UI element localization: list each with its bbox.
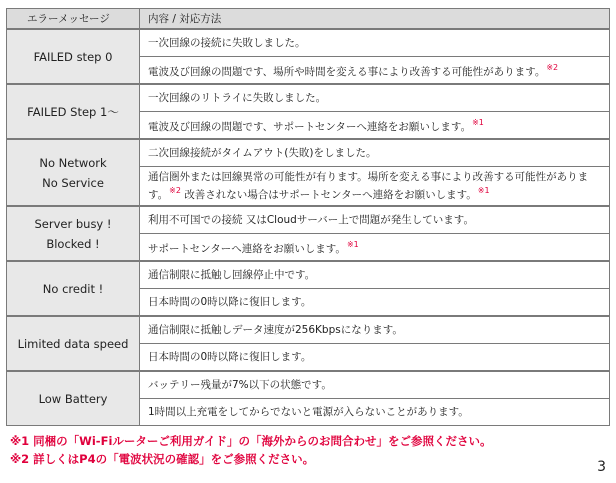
error-message-cell	[7, 316, 140, 371]
description-text: バッテリー残量が7%以下の状態です。	[148, 379, 332, 391]
description-cell	[140, 371, 610, 399]
table-row	[7, 139, 610, 167]
description-text: 通信圏外または回線異常の可能性が有ります。場所を変える事により改善する可能性があります。	[148, 171, 589, 201]
description-cell	[140, 261, 610, 289]
description-cell	[140, 289, 610, 317]
error-message-label: Limited data speed	[17, 336, 129, 351]
footnote-1: ※1 同梱の「Wi-Fiルーターご利用ガイド」の「海外からのお問合わせ」をご参照ください。	[10, 434, 492, 448]
description-text: 改善されない場合はサポートセンターへ連絡をお願いします。	[184, 189, 477, 201]
description-text: 日本時間の0時以降に復旧します。	[148, 296, 312, 308]
footnote-2: ※2 詳しくはP4の「電波状況の確認」をご参照ください。	[10, 452, 315, 466]
table-row	[7, 206, 610, 234]
description-text: 一次回線の接続に失敗しました。	[148, 37, 306, 49]
error-message-cell	[7, 29, 140, 84]
error-message-cell	[7, 84, 140, 139]
table-row	[7, 316, 610, 344]
description-text: 一次回線のリトライに失敗しました。	[148, 92, 327, 104]
footnote-marker: ※1	[472, 118, 484, 127]
description-text: 通信制限に抵触し回線停止中です。	[148, 269, 316, 281]
description-cell	[140, 344, 610, 372]
description-text: 電波及び回線の問題です、場所や時間を変える事により改善する可能性があります。	[148, 66, 546, 78]
error-message-table	[6, 8, 610, 426]
description-cell	[140, 206, 610, 234]
table-header-row	[7, 9, 610, 30]
error-message-cell	[7, 139, 140, 206]
error-message-label: No Network	[39, 155, 107, 170]
description-cell	[140, 399, 610, 426]
error-message-label: FAILED step 0	[33, 49, 113, 64]
footnote-marker: ※2	[169, 186, 181, 195]
footnote-marker: ※1	[477, 186, 490, 195]
error-message-cell	[7, 261, 140, 316]
error-message-label: Blocked !	[46, 236, 100, 251]
description-text: サポートセンターへ連絡をお願いします。	[148, 243, 346, 255]
footnotes	[10, 432, 492, 468]
footnote-marker: ※1	[346, 240, 359, 249]
table-row	[7, 261, 610, 289]
table-row	[7, 84, 610, 112]
error-message-label: FAILED Step 1～	[27, 104, 119, 119]
header-error-message: エラーメッセージ	[7, 9, 140, 30]
error-message-cell	[7, 206, 140, 261]
error-message-label: Low Battery	[38, 391, 108, 406]
description-cell	[140, 57, 610, 85]
description-cell	[140, 112, 610, 140]
page-number: 3	[597, 459, 606, 475]
error-message-label: No Service	[42, 175, 104, 190]
error-message-label: No credit !	[42, 281, 104, 296]
description-cell	[140, 139, 610, 167]
header-content: 内容 / 対応方法	[140, 9, 610, 30]
description-text: 1時間以上充電をしてからでないと電源が入らないことがあります。	[148, 406, 469, 418]
error-message-cell	[7, 371, 140, 426]
description-cell	[140, 234, 610, 262]
description-cell	[140, 29, 610, 57]
description-cell	[140, 167, 610, 207]
table-body	[7, 29, 610, 426]
description-cell	[140, 84, 610, 112]
table-row	[7, 371, 610, 399]
description-cell	[140, 316, 610, 344]
description-text: 二次回線接続がタイムアウト(失敗)をしました。	[148, 147, 377, 159]
table-row	[7, 29, 610, 57]
error-message-label: Server busy !	[34, 216, 112, 231]
footnote-marker: ※2	[546, 63, 559, 72]
description-text: 利用不可国での接続 又はCloudサーバー上で問題が発生しています。	[148, 214, 474, 226]
description-text: 通信制限に抵触しデータ速度が256Kbpsになります。	[148, 324, 403, 336]
description-text: 日本時間の0時以降に復旧します。	[148, 351, 312, 363]
description-text: 電波及び回線の問題です、サポートセンターへ連絡をお願いします。	[148, 121, 472, 133]
